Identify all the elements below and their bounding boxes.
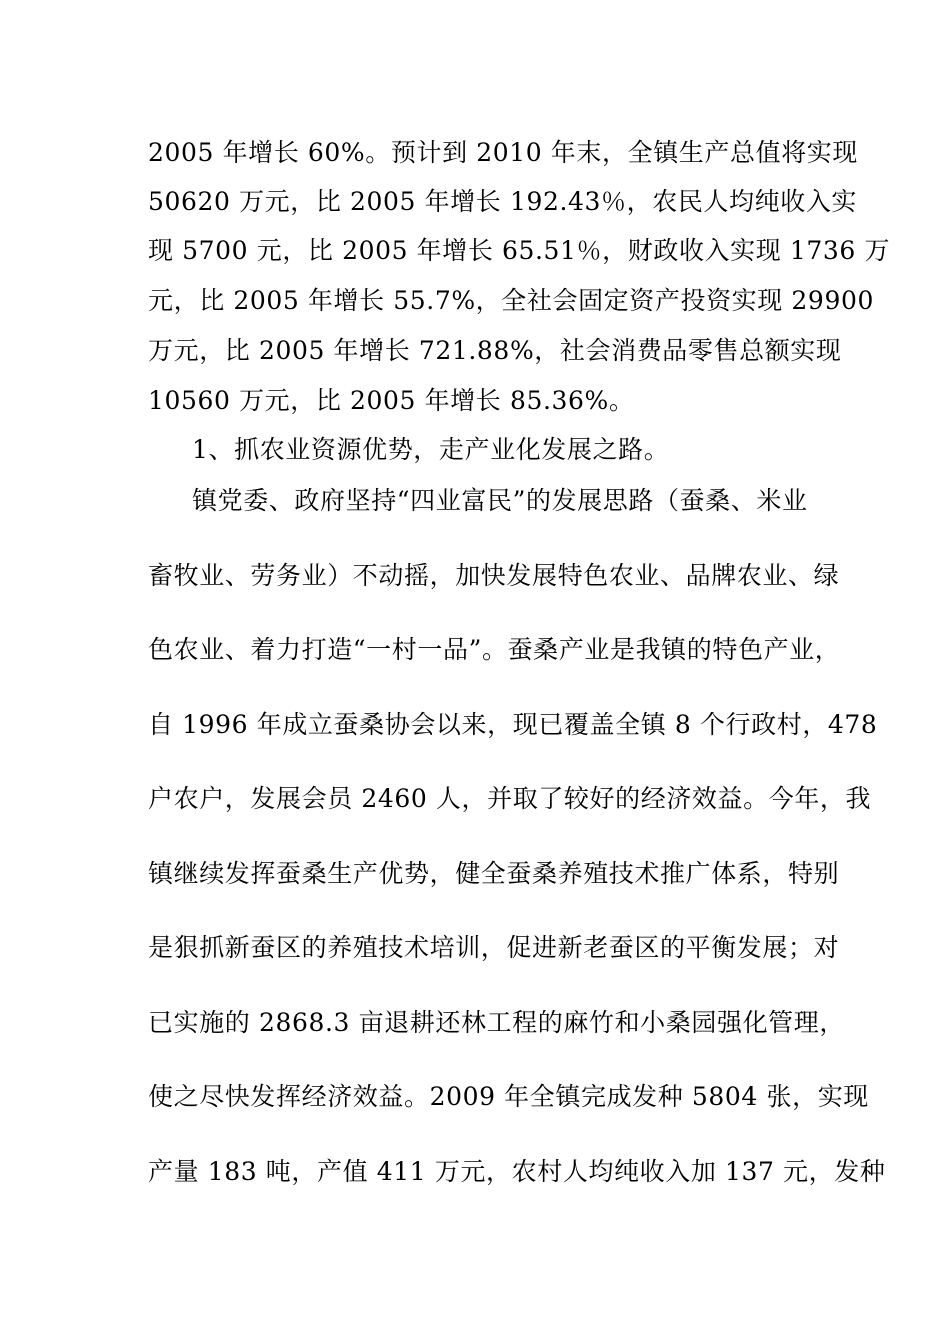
section-heading: 1、抓农业资源优势，走产业化发展之路。 [192, 435, 670, 464]
paragraph-first-line: 镇党委、政府坚持“四业富民”的发展思路（蚕桑、米业 [192, 486, 808, 515]
text-line: 户农户，发展会员 2460 人，并取了较好的经济效益。今年，我 [148, 784, 872, 813]
text-line: 自 1996 年成立蚕桑协会以来，现已覆盖全镇 8 个行政村，478 [148, 710, 878, 739]
text-line: 万元，比 2005 年增长 721.88%，社会消费品零售总额实现 [148, 336, 842, 365]
text-line: 产量 183 吨，产值 411 万元，农村人均纯收入加 137 元，发种 [148, 1157, 886, 1186]
text-line: 元，比 2005 年增长 55.7%，全社会固定资产投资实现 29900 [148, 286, 874, 315]
text-line: 50620 万元，比 2005 年增长 192.43％，农民人均纯收入实 [148, 187, 858, 216]
text-line: 现 5700 元，比 2005 年增长 65.51％，财政收入实现 1736 万 [148, 236, 891, 265]
text-line: 已实施的 2868.3 亩退耕还林工程的麻竹和小桑园强化管理， [148, 1008, 845, 1037]
text-line: 使之尽快发挥经济效益。2009 年全镇完成发种 5804 张，实现 [148, 1082, 869, 1111]
text-line: 10560 万元，比 2005 年增长 85.36%。 [148, 386, 635, 415]
text-line: 2005 年增长 60%。预计到 2010 年末，全镇生产总值将实现 [148, 138, 859, 167]
text-line: 畜牧业、劳务业）不动摇，加快发展特色农业、品牌农业、绿 [148, 561, 840, 590]
text-line: 是狠抓新蚕区的养殖技术培训，促进新老蚕区的平衡发展；对 [148, 933, 840, 962]
text-line: 镇继续发挥蚕桑生产优势，健全蚕桑养殖技术推广体系，特别 [148, 859, 840, 888]
text-line: 色农业、着力打造“一村一品”。蚕桑产业是我镇的特色产业， [148, 635, 841, 664]
